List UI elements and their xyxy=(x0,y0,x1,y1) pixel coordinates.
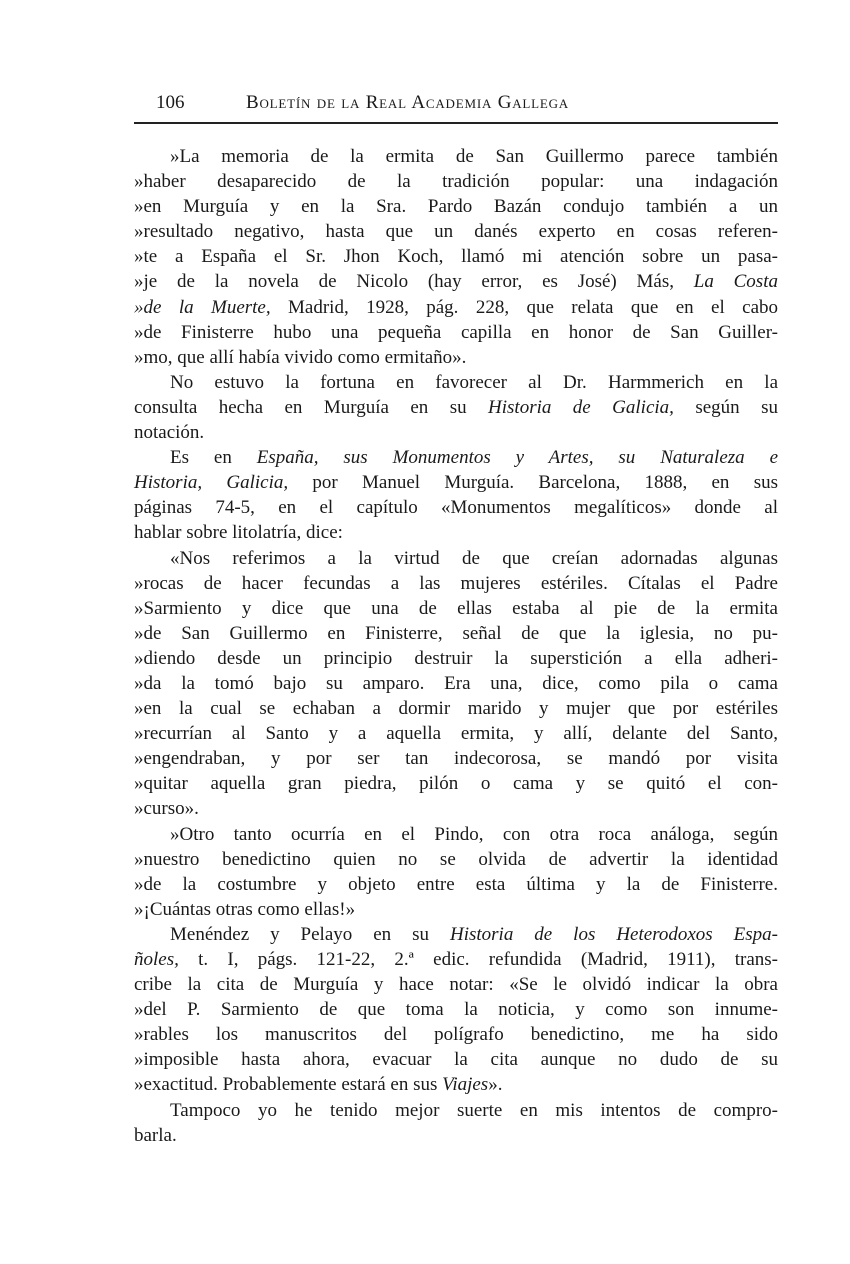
text-line: »haber desaparecido de la tradición popular: una indagación xyxy=(134,171,778,193)
text-line: notación. xyxy=(134,422,205,444)
text-line: »quitar aquella gran piedra, pilón o cama y se quitó el con- xyxy=(134,773,778,795)
text-line: »te a España el Sr. Jhon Koch, llamó mi atención sobre un pasa- xyxy=(134,246,778,268)
running-title: Boletín de la Real Academia Gallega xyxy=(246,92,569,113)
text-line: »de la costumbre y objeto entre esta última y la de Finisterre. xyxy=(134,873,778,895)
header-rule xyxy=(134,122,778,124)
text-line: »Sarmiento y dice que una de ellas estaba al pie de la ermita xyxy=(134,597,778,619)
text-line: hablar sobre litolatría, dice: xyxy=(134,522,343,544)
text-line: barla. xyxy=(134,1124,177,1146)
text-line: »da la tomó bajo su amparo. Era una, dice, como pila o cama xyxy=(134,672,778,694)
text-line: »mo, que allí había vivido como ermitaño». xyxy=(134,346,467,368)
text-line: »de Finisterre hubo una pequeña capilla en honor de San Guiller- xyxy=(134,321,778,343)
text-line: »de la Muerte, Madrid, 1928, pág. 228, que relata que en el cabo xyxy=(134,296,778,318)
text-line: »Otro tanto ocurría en el Pindo, con otra roca análoga, según xyxy=(170,823,778,845)
body-text xyxy=(134,144,778,1148)
text-line: »¡Cuántas otras como ellas!» xyxy=(134,898,356,920)
text-line: Menéndez y Pelayo en su Historia de los Heterodoxos Espa- xyxy=(170,923,778,945)
text-line: »resultado negativo, hasta que un danés experto en cosas referen- xyxy=(134,221,778,243)
text-line: »imposible hasta ahora, evacuar la cita aunque no dudo de su xyxy=(134,1049,778,1071)
text-line: »del P. Sarmiento de que toma la noticia, y como son innume- xyxy=(134,999,778,1021)
text-line: »La memoria de la ermita de San Guillermo parece también xyxy=(170,146,778,167)
text-line: No estuvo la fortuna en favorecer al Dr. Harmmerich en la xyxy=(170,371,778,393)
page-number: 106 xyxy=(156,92,185,113)
text-line: »de San Guillermo en Finisterre, señal de que la iglesia, no pu- xyxy=(134,622,778,644)
text-line: ñoles, t. I, págs. 121-22, 2.ª edic. refundida (Madrid, 1911), trans- xyxy=(134,949,778,970)
text-line: Historia, Galicia, por Manuel Murguía. Barcelona, 1888, en sus xyxy=(134,472,778,494)
text-line: »diendo desde un principio destruir la superstición a ella adheri- xyxy=(134,647,778,669)
text-line: »en Murguía y en la Sra. Pardo Bazán condujo también a un xyxy=(134,196,778,218)
text-line: »exactitud. Probablemente estará en sus Viajes». xyxy=(134,1074,503,1096)
text-line: »nuestro benedictino quien no se olvida de advertir la identidad xyxy=(134,848,778,870)
page-header xyxy=(134,92,778,118)
text-line: páginas 74-5, en el capítulo «Monumentos megalíticos» donde al xyxy=(134,497,778,519)
text-line: consulta hecha en Murguía en su Historia de Galicia, según su xyxy=(134,396,778,418)
text-line: »recurrían al Santo y a aquella ermita, y allí, delante del Santo, xyxy=(134,723,778,745)
text-line: »engendraban, y por ser tan indecorosa, se mandó por visita xyxy=(134,748,778,770)
text-line: »rocas de hacer fecundas a las mujeres estériles. Cítalas el Padre xyxy=(134,572,778,594)
text-line: »rables los manuscritos del polígrafo benedictino, me ha sido xyxy=(134,1024,778,1046)
text-line: «Nos referimos a la virtud de que creían adornadas algunas xyxy=(170,547,778,569)
text-line: »je de la novela de Nicolo (hay error, es José) Más, La Costa xyxy=(134,271,778,293)
text-line: »curso». xyxy=(134,798,199,820)
text-line: Tampoco yo he tenido mejor suerte en mis intentos de compro- xyxy=(170,1099,778,1121)
text-line: cribe la cita de Murguía y hace notar: «Se le olvidó indicar la obra xyxy=(134,974,778,996)
text-line: »en la cual se echaban a dormir marido y mujer que por estériles xyxy=(134,698,778,720)
text-line: Es en España, sus Monumentos y Artes, su Naturaleza e xyxy=(170,447,778,469)
